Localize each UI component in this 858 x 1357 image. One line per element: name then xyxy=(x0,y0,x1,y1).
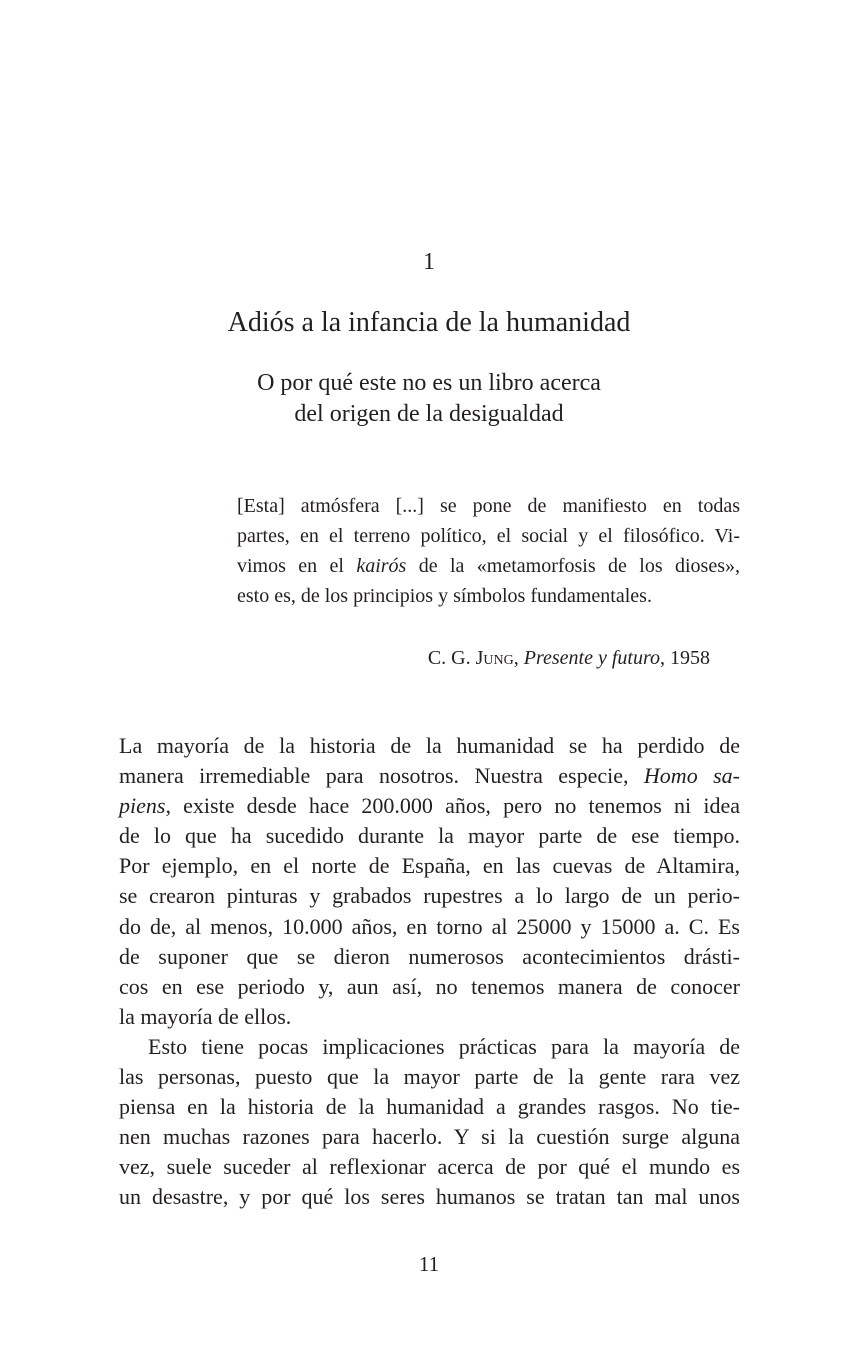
attribution-author: Jung xyxy=(475,647,514,669)
italic-term: kairós xyxy=(356,555,407,577)
epigraph-attribution: C. G. Jung, Presente y futuro, 1958 xyxy=(427,647,710,669)
epigraph-quote xyxy=(237,491,740,611)
text-line: piensa en la historia de la humanidad a grandes rasgos. No tie- xyxy=(119,1094,740,1120)
attribution-work-title: Presente y futuro xyxy=(523,647,660,669)
text-line: la mayoría de ellos. xyxy=(119,1003,292,1029)
epigraph-line: esto es, de los principios y símbolos fundamentales. xyxy=(237,585,652,607)
text-line: piens, existe desde hace 200.000 años, pero no tenemos ni idea xyxy=(119,793,740,819)
chapter-subtitle xyxy=(0,368,858,430)
text-line: manera irremediable para nosotros. Nuestra especie, Homo sa- xyxy=(119,763,740,789)
epigraph-line: partes, en el terreno político, el social y el filosófico. Vi- xyxy=(237,525,740,547)
text-line: las personas, puesto que la mayor parte de la gente rara vez xyxy=(119,1064,740,1090)
attribution-year: , 1958 xyxy=(660,647,710,669)
body-text xyxy=(119,731,740,1213)
paragraph xyxy=(119,731,740,1032)
paragraph xyxy=(119,1032,740,1213)
text-line: de lo que ha sucedido durante la mayor parte de ese tiempo. xyxy=(119,823,740,849)
chapter-subtitle-line: del origen de la desigualdad xyxy=(294,401,564,427)
text-line: se crearon pinturas y grabados rupestres a lo largo de un perio- xyxy=(119,883,740,909)
text-line: Esto tiene pocas implicaciones prácticas para la mayoría de xyxy=(148,1033,740,1059)
text-line: do de, al menos, 10.000 años, en torno al 25000 y 15000 a. C. Es xyxy=(119,913,740,939)
attribution-initials: C. G. xyxy=(427,647,476,669)
text-line: cos en ese periodo y, aun así, no tenemos manera de conocer xyxy=(119,973,740,999)
epigraph-line: [Esta] atmósfera [...] se pone de manifiesto en todas xyxy=(237,495,740,517)
chapter-subtitle-line: O por qué este no es un libro acerca xyxy=(257,370,601,396)
text-line: un desastre, y por qué los seres humanos se tratan tan mal unos xyxy=(119,1184,740,1210)
text-line: nen muchas razones para hacerlo. Y si la cuestión surge alguna xyxy=(119,1124,740,1150)
chapter-number: 1 xyxy=(423,249,435,275)
page-number: 11 xyxy=(418,1252,440,1276)
text-line: vez, suele suceder al reflexionar acerca de por qué el mundo es xyxy=(119,1154,740,1180)
text-line: La mayoría de la historia de la humanidad se ha perdido de xyxy=(119,733,740,758)
chapter-title: Adiós a la infancia de la humanidad xyxy=(227,307,631,338)
text-line: de suponer que se dieron numerosos acontecimientos drásti- xyxy=(119,943,740,969)
epigraph-line: vimos en el kairós de la «metamorfosis de los dioses», xyxy=(237,555,740,577)
text-line: Por ejemplo, en el norte de España, en las cuevas de Altamira, xyxy=(119,853,740,879)
